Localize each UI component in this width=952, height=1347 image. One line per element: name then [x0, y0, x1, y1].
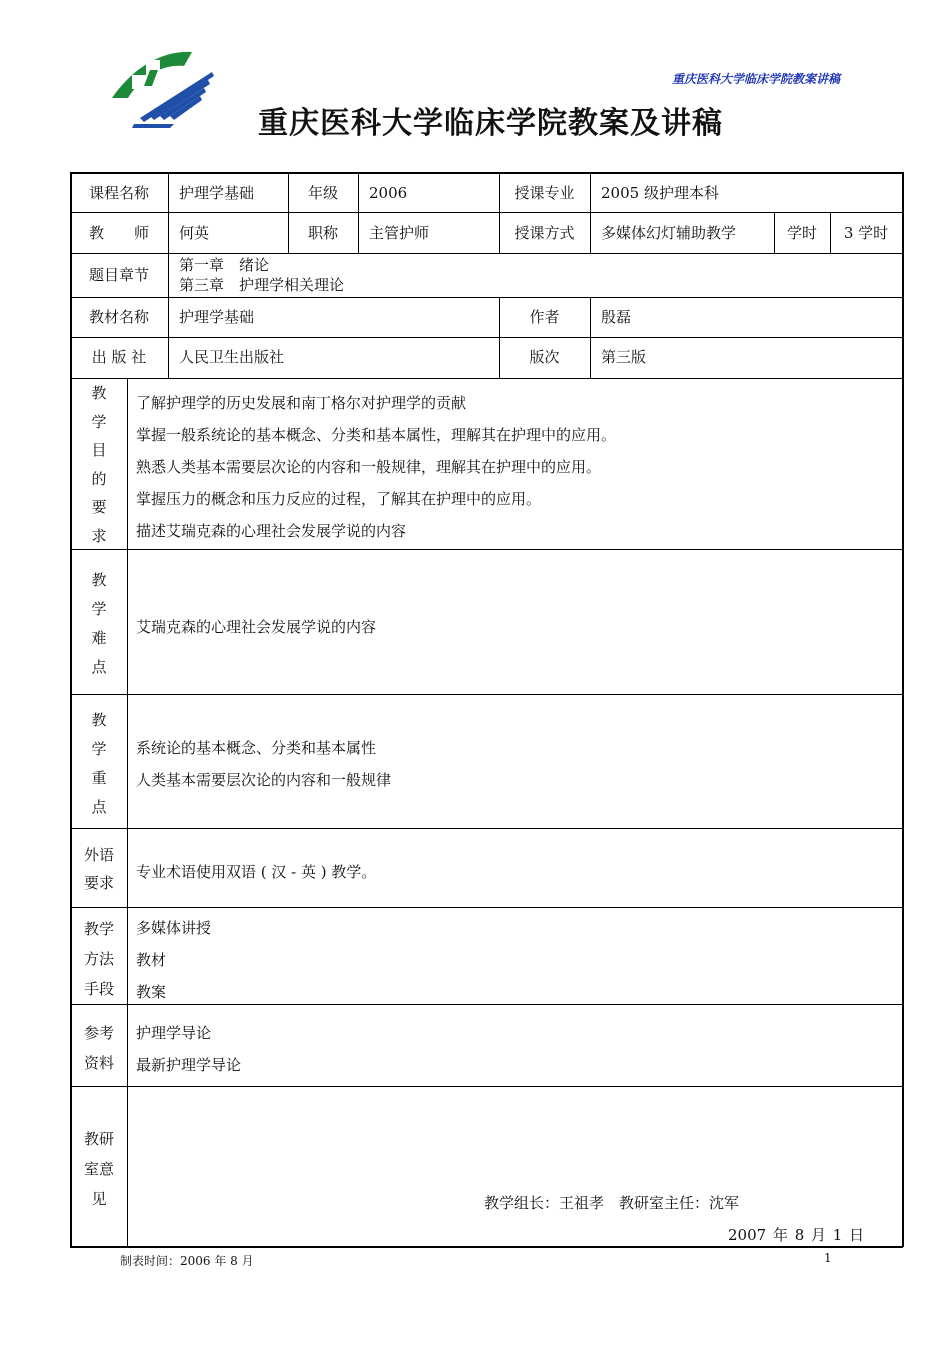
key-points-list — [136, 732, 391, 796]
job-title-label: 职称 — [307, 224, 338, 242]
major-label: 授课专业 — [514, 184, 575, 202]
hospital-logo-icon — [104, 46, 216, 128]
chapter-line-1: 第一章 绪论 — [179, 256, 270, 274]
hours-label: 学时 — [786, 224, 817, 242]
list-item: 教案 — [136, 983, 167, 1001]
chapter-line-2: 第三章 护理学相关理论 — [179, 276, 345, 294]
opinion-signatures: 教学组长：王祖孝 教研室主任：沈军 — [484, 1194, 740, 1212]
publisher-label: 出 版 社 — [91, 348, 147, 366]
language-text: 专业术语使用双语 ( 汉 - 英 ) 教学。 — [136, 863, 377, 881]
textbook-value: 护理学基础 — [179, 308, 255, 326]
row-divider — [70, 549, 903, 550]
hours-value: 3 学时 — [843, 224, 889, 242]
references-list — [136, 1017, 241, 1081]
row-divider — [70, 297, 903, 298]
objectives-label: 教 学 目 的 要 求 — [91, 384, 107, 545]
teacher-value: 何英 — [179, 224, 210, 242]
difficulties-list — [136, 611, 376, 643]
list-item: 掌握一般系统论的基本概念、分类和基本属性，理解其在护理中的应用。 — [136, 426, 617, 444]
col-divider — [590, 172, 591, 253]
author-value: 殷磊 — [601, 308, 632, 326]
chapter-label: 题目章节 — [88, 266, 149, 284]
difficulties-label: 教 学 难 点 — [91, 571, 107, 676]
references-label: 参考 资料 — [83, 1024, 114, 1072]
page-title: 重庆医科大学临床学院教案及讲稿 — [258, 106, 723, 141]
col-divider — [590, 297, 591, 378]
row-divider — [70, 212, 903, 213]
row-divider — [70, 1086, 903, 1087]
page-number: 1 — [824, 1251, 832, 1265]
list-item: 护理学导论 — [136, 1024, 212, 1042]
methods-label: 教学 方法 手段 — [83, 920, 114, 998]
table-border-bottom — [70, 1246, 903, 1248]
list-item: 描述艾瑞克森的心理社会发展学说的内容 — [136, 522, 407, 540]
edition-value: 第三版 — [601, 348, 647, 366]
opinion-label: 教研 室意 见 — [83, 1130, 114, 1208]
list-item: 掌握压力的概念和压力反应的过程，了解其在护理中的应用。 — [136, 490, 542, 508]
row-divider — [70, 694, 903, 695]
list-item: 多媒体讲授 — [136, 919, 212, 937]
col-divider — [127, 378, 128, 1247]
opinion-date: 2007 年 8 月 1 日 — [728, 1226, 865, 1244]
header-subtitle: 重庆医科大学临床学院教案讲稿 — [671, 72, 840, 86]
col-divider — [358, 172, 359, 253]
key-points-label: 教 学 重 点 — [91, 711, 107, 816]
teacher-label: 教 师 — [88, 224, 149, 242]
methods-list — [136, 912, 211, 1008]
edition-label: 版次 — [529, 348, 560, 366]
grade-value: 2006 — [369, 184, 408, 202]
objectives-list — [136, 387, 616, 547]
author-label: 作者 — [529, 308, 560, 326]
list-item: 人类基本需要层次论的内容和一般规律 — [136, 771, 392, 789]
table-border-top — [70, 172, 903, 174]
publisher-value: 人民卫生出版社 — [179, 348, 285, 366]
row-divider — [70, 253, 903, 254]
job-title-value: 主管护师 — [369, 224, 430, 242]
col-divider — [168, 172, 169, 378]
row-divider — [70, 828, 903, 829]
language-label: 外语 要求 — [83, 846, 114, 892]
list-item: 最新护理学导论 — [136, 1056, 242, 1074]
course-name-label: 课程名称 — [88, 184, 149, 202]
teaching-method-label: 授课方式 — [514, 224, 575, 242]
list-item: 熟悉人类基本需要层次论的内容和一般规律，理解其在护理中的应用。 — [136, 458, 602, 476]
course-name-value: 护理学基础 — [179, 184, 255, 202]
footer-made-time: 制表时间：2006 年 8 月 — [120, 1254, 254, 1268]
major-value: 2005 级护理本科 — [601, 184, 719, 202]
row-divider — [70, 907, 903, 908]
textbook-label: 教材名称 — [88, 308, 149, 326]
row-divider — [70, 337, 903, 338]
list-item: 系统论的基本概念、分类和基本属性 — [136, 739, 377, 757]
grade-label: 年级 — [307, 184, 338, 202]
list-item: 艾瑞克森的心理社会发展学说的内容 — [136, 618, 377, 636]
row-divider — [70, 378, 903, 379]
list-item: 教材 — [136, 951, 167, 969]
teaching-method-value: 多媒体幻灯辅助教学 — [601, 224, 737, 242]
list-item: 了解护理学的历史发展和南丁格尔对护理学的贡献 — [136, 394, 467, 412]
